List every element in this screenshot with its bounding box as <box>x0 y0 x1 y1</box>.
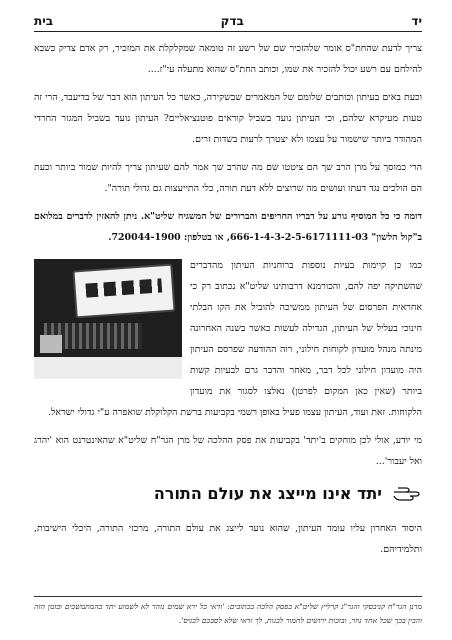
paragraph-6: מי יודע, אולי לכן מוחקים ב'יתד' בקביעות את פסק ההלכה של מרן הגר"ח שליט"א שהאינטרנט הוא 'יהרג ואל יעבור'... <box>34 435 422 467</box>
paragraph-2: וכעת באים בעיתון וכותבים שלומם של המאמרים שבשקירה, כאשר כל העיתון הוא דבר של בדיעבד, הרי זה טעות מעיקרא שלהם, וכי העיתון נועד בשביל קוראים פוטנציאליים? העיתון נועד בשביל המגזר החרדי המהודר ביותר שישמור על עצמו ולא יצטרך לרעות בשדות זרים. <box>34 92 422 145</box>
image-corner-mark <box>40 335 62 353</box>
footnote: מרנן הגר"ח קניבסקי והגר"ג קרליץ שליט"א בפסק הלכה בכתובים: 'ודאי כל ירא שמים נזהר לא לשמוע יתד בהמתמשכים ובזמן הזה והבין בכך שכל אחד גוזר, ובזכות ירושים לחמור לבנות, לך ודאי שלא לסבכם לכניס'. <box>34 602 422 625</box>
paragraph-1: צריך לדעת שהחת"ס אומר שלהזכיר שם של רשע זה טומאה שמקלקלת את המזכיר, רק אדם צדיק כשבא להילחם עם רשע יכול להזכיר את שמו, וכותב החת"ס שהוא מתעלה עי"ז.... <box>34 43 422 75</box>
closing-paragraph: היסוד האחרון עליו עומד העיתון, שהוא נועד לייצג את עולם התורה, מרכזי התורה, היכלי הישיבות, ותלמידיהם. <box>34 523 422 555</box>
footnote-divider <box>34 596 422 597</box>
section-heading <box>34 484 422 504</box>
newspaper-logo-graphic <box>72 264 175 319</box>
header-page-number: יד <box>411 14 422 28</box>
section-title-text: יתד אינו מייצג את עולם התורה <box>153 484 382 503</box>
paragraph-4: דומה כי כל המוסיף גורע על דבריו החריפים והברורים של המשגיח שליט"א. ניתן להאזין לדברים במלואם ב"קול הלשון" 666-1-4-3-2-5-6171111-03, או בטלפון: 720044-1900. <box>34 211 422 243</box>
paragraph-3: הרי כמוסך על מרן הרב שך הם ציטטו שם מה שהרב שך אמר להם שעיתון צריך להיות שמור ביותר וכעת הם הולכים נגד דעתו ועושים מה שרוצים ללא דעת תורה, כלי התייעצות גם גדולי תורה". <box>34 162 422 194</box>
paragraph-5: כמו כן קיימות בעיות נוספות ברוחניות העיתון מהדברים שהשתיקה יפה להם, והכורמנא דרבותינו שליט"א נכתוב רק כי אחראית הפרסום של העיתון ממשיכה להוביל את הקו הבלתי חינוכי בעליל של העיתון, הגדילה לעשות כאשר בשנה האחרונה מינתה מנהל מועדון לקוחות חילוני, רוה ההודעה שפרסם העיתון היה מועדון חילוני לכל דבר, מאחר והדבר גרם לבעיות קשות ביותר (שאין כאן המקום לפרטן) נאלצו לסגור את מועדון הלקוחות. זאת ועוד, העיתון עצמו פעיל באופן רשמי בקביעות ברשת הקלוקלת שואפרה ע"י גדולי ישראל. <box>47 260 422 418</box>
header-divider <box>34 31 422 32</box>
header-section: בית <box>34 14 54 28</box>
header-title: בדק <box>220 14 244 28</box>
article-body <box>34 38 422 567</box>
pointing-hand-icon <box>392 486 422 502</box>
newspaper-ad-image <box>34 259 182 379</box>
image-caption-band <box>34 357 182 379</box>
page-header <box>34 6 422 28</box>
